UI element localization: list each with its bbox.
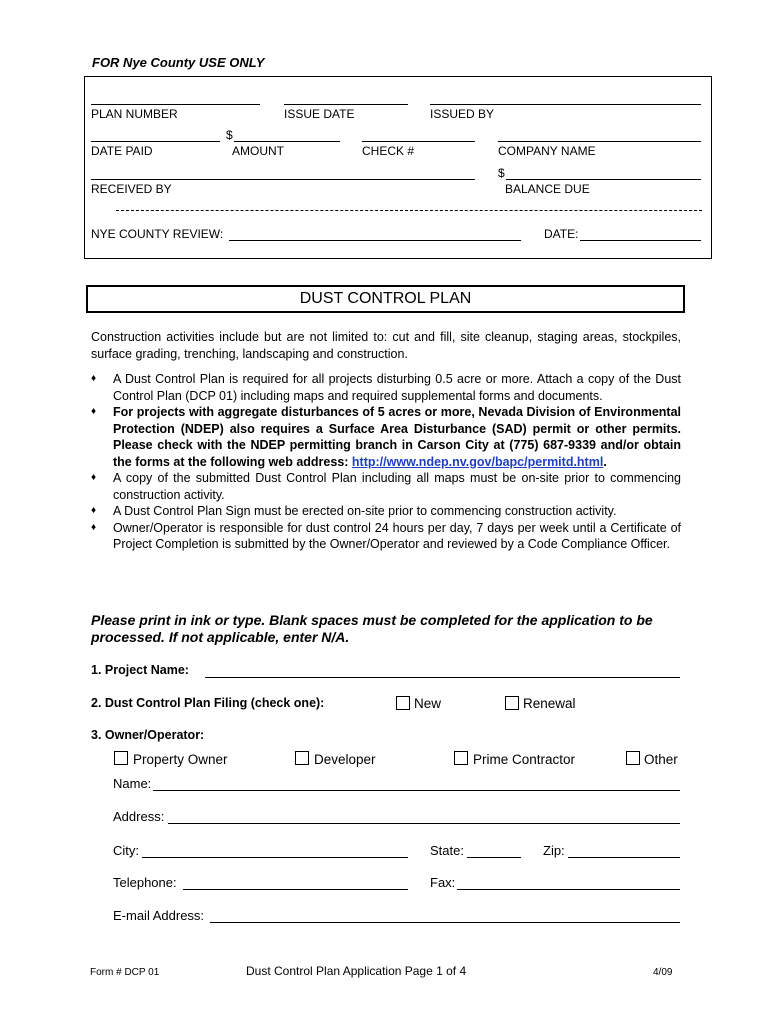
requirements-list <box>91 371 681 553</box>
prime-contractor-checkbox[interactable] <box>454 751 468 765</box>
date-paid-field[interactable] <box>91 141 220 142</box>
intro-paragraph: Construction activities include but are not limited to: cut and fill, site cleanup, staging areas, stockpiles, surface grading, trenching, landscaping and construction. <box>91 330 681 361</box>
state-field[interactable] <box>467 857 521 858</box>
check-field[interactable] <box>362 141 475 142</box>
project-name-label: 1. Project Name: <box>91 663 189 677</box>
name-field[interactable] <box>153 790 680 791</box>
address-field[interactable] <box>168 823 680 824</box>
other-label: Other <box>644 752 678 767</box>
office-divider <box>116 210 702 211</box>
diamond-bullet-icon: ♦ <box>91 521 97 533</box>
amount-label: AMOUNT <box>232 144 284 158</box>
plan-number-field[interactable] <box>91 104 260 105</box>
filing-type-label: 2. Dust Control Plan Filing (check one): <box>91 696 325 710</box>
other-checkbox[interactable] <box>626 751 640 765</box>
received-by-field[interactable] <box>91 179 475 180</box>
amount-dollar-sign: $ <box>226 128 233 142</box>
renewal-checkbox[interactable] <box>505 696 519 710</box>
diamond-bullet-icon: ♦ <box>91 505 97 516</box>
diamond-bullet-icon: ♦ <box>91 406 97 417</box>
diamond-bullet-icon: ♦ <box>91 472 97 483</box>
email-field[interactable] <box>210 922 680 923</box>
city-field[interactable] <box>142 857 408 858</box>
developer-checkbox[interactable] <box>295 751 309 765</box>
amount-field[interactable] <box>234 141 340 142</box>
developer-label: Developer <box>314 752 376 767</box>
diamond-bullet-icon: ♦ <box>91 373 97 384</box>
instructions-notice: Please print in ink or type. Blank spaces must be completed for the application to be processed. If not applicable, enter N/A. <box>91 612 653 645</box>
new-label: New <box>414 696 442 711</box>
review-date-field[interactable] <box>580 240 701 241</box>
name-label: Name: <box>113 776 152 791</box>
renewal-label: Renewal <box>523 696 576 711</box>
telephone-field[interactable] <box>183 889 408 890</box>
new-checkbox[interactable] <box>396 696 410 710</box>
footer-date: 4/09 <box>653 967 673 978</box>
date-paid-label: DATE PAID <box>91 144 153 158</box>
list-item <box>91 503 681 520</box>
company-name-label: COMPANY NAME <box>498 144 596 158</box>
bullet-text: A Dust Control Plan is required for all projects disturbing 0.5 acre or more. Attach a copy of the Dust Control Plan (DCP 01) including maps and required supplemental forms and documents. <box>113 372 681 403</box>
list-item <box>91 470 681 503</box>
plan-number-label: PLAN NUMBER <box>91 107 178 121</box>
email-label: E-mail Address: <box>113 908 205 923</box>
project-name-field[interactable] <box>205 677 680 678</box>
check-label: CHECK # <box>362 144 415 158</box>
bullet-text: For projects with aggregate disturbances of 5 acres or more, Nevada Division of Environmental Protection (NDEP) also requires a Surface Area Disturbance (SAD) permit or other permits. Please check with the NDEP permitting branch in Carson City at (775) 687-9339 and/or obtain the forms at the following web address: <box>113 405 681 469</box>
prime-contractor-label: Prime Contractor <box>473 752 576 767</box>
bullet-text: A copy of the submitted Dust Control Plan including all maps must be on-site prior to commencing construction activity. <box>113 471 681 502</box>
list-item <box>91 520 681 553</box>
property-owner-checkbox[interactable] <box>114 751 128 765</box>
telephone-label: Telephone: <box>113 875 177 890</box>
address-label: Address: <box>113 809 165 824</box>
bullet-text: Owner/Operator is responsible for dust control 24 hours per day, 7 days per week until a Certificate of Project Completion is submitted by the Owner/Operator and reviewed by a Code Compliance Officer. <box>113 520 681 551</box>
issued-by-label: ISSUED BY <box>430 107 495 121</box>
state-label: State: <box>430 843 464 858</box>
list-item <box>91 371 681 404</box>
balance-due-label: BALANCE DUE <box>505 182 590 196</box>
issued-by-field[interactable] <box>430 104 701 105</box>
footer-form-number: Form # DCP 01 <box>90 967 160 978</box>
bullet-text: A Dust Control Plan Sign must be erected on-site prior to commencing construction activity. <box>113 504 617 518</box>
office-use-header: FOR Nye County USE ONLY <box>92 55 265 70</box>
issue-date-label: ISSUE DATE <box>284 107 355 121</box>
ndep-link[interactable]: http://www.ndep.nv.gov/bapc/permitd.html <box>351 454 604 469</box>
city-label: City: <box>113 843 139 858</box>
review-date-label: DATE: <box>544 227 579 241</box>
fax-label: Fax: <box>430 875 456 890</box>
property-owner-label: Property Owner <box>133 752 228 767</box>
issue-date-field[interactable] <box>284 104 408 105</box>
county-review-field[interactable] <box>229 240 521 241</box>
fax-field[interactable] <box>457 889 680 890</box>
balance-dollar-sign: $ <box>498 166 505 180</box>
county-review-label: NYE COUNTY REVIEW: <box>91 227 224 241</box>
zip-label: Zip: <box>543 843 565 858</box>
page-title: DUST CONTROL PLAN <box>86 285 685 313</box>
zip-field[interactable] <box>568 857 680 858</box>
owner-operator-label: 3. Owner/Operator: <box>91 728 205 742</box>
footer-page-info: Dust Control Plan Application Page 1 of 4 <box>246 964 467 978</box>
balance-due-field[interactable] <box>506 179 701 180</box>
list-item <box>91 404 681 470</box>
bullet-text-end: . <box>603 454 607 469</box>
company-name-field[interactable] <box>498 141 701 142</box>
received-by-label: RECEIVED BY <box>91 182 172 196</box>
